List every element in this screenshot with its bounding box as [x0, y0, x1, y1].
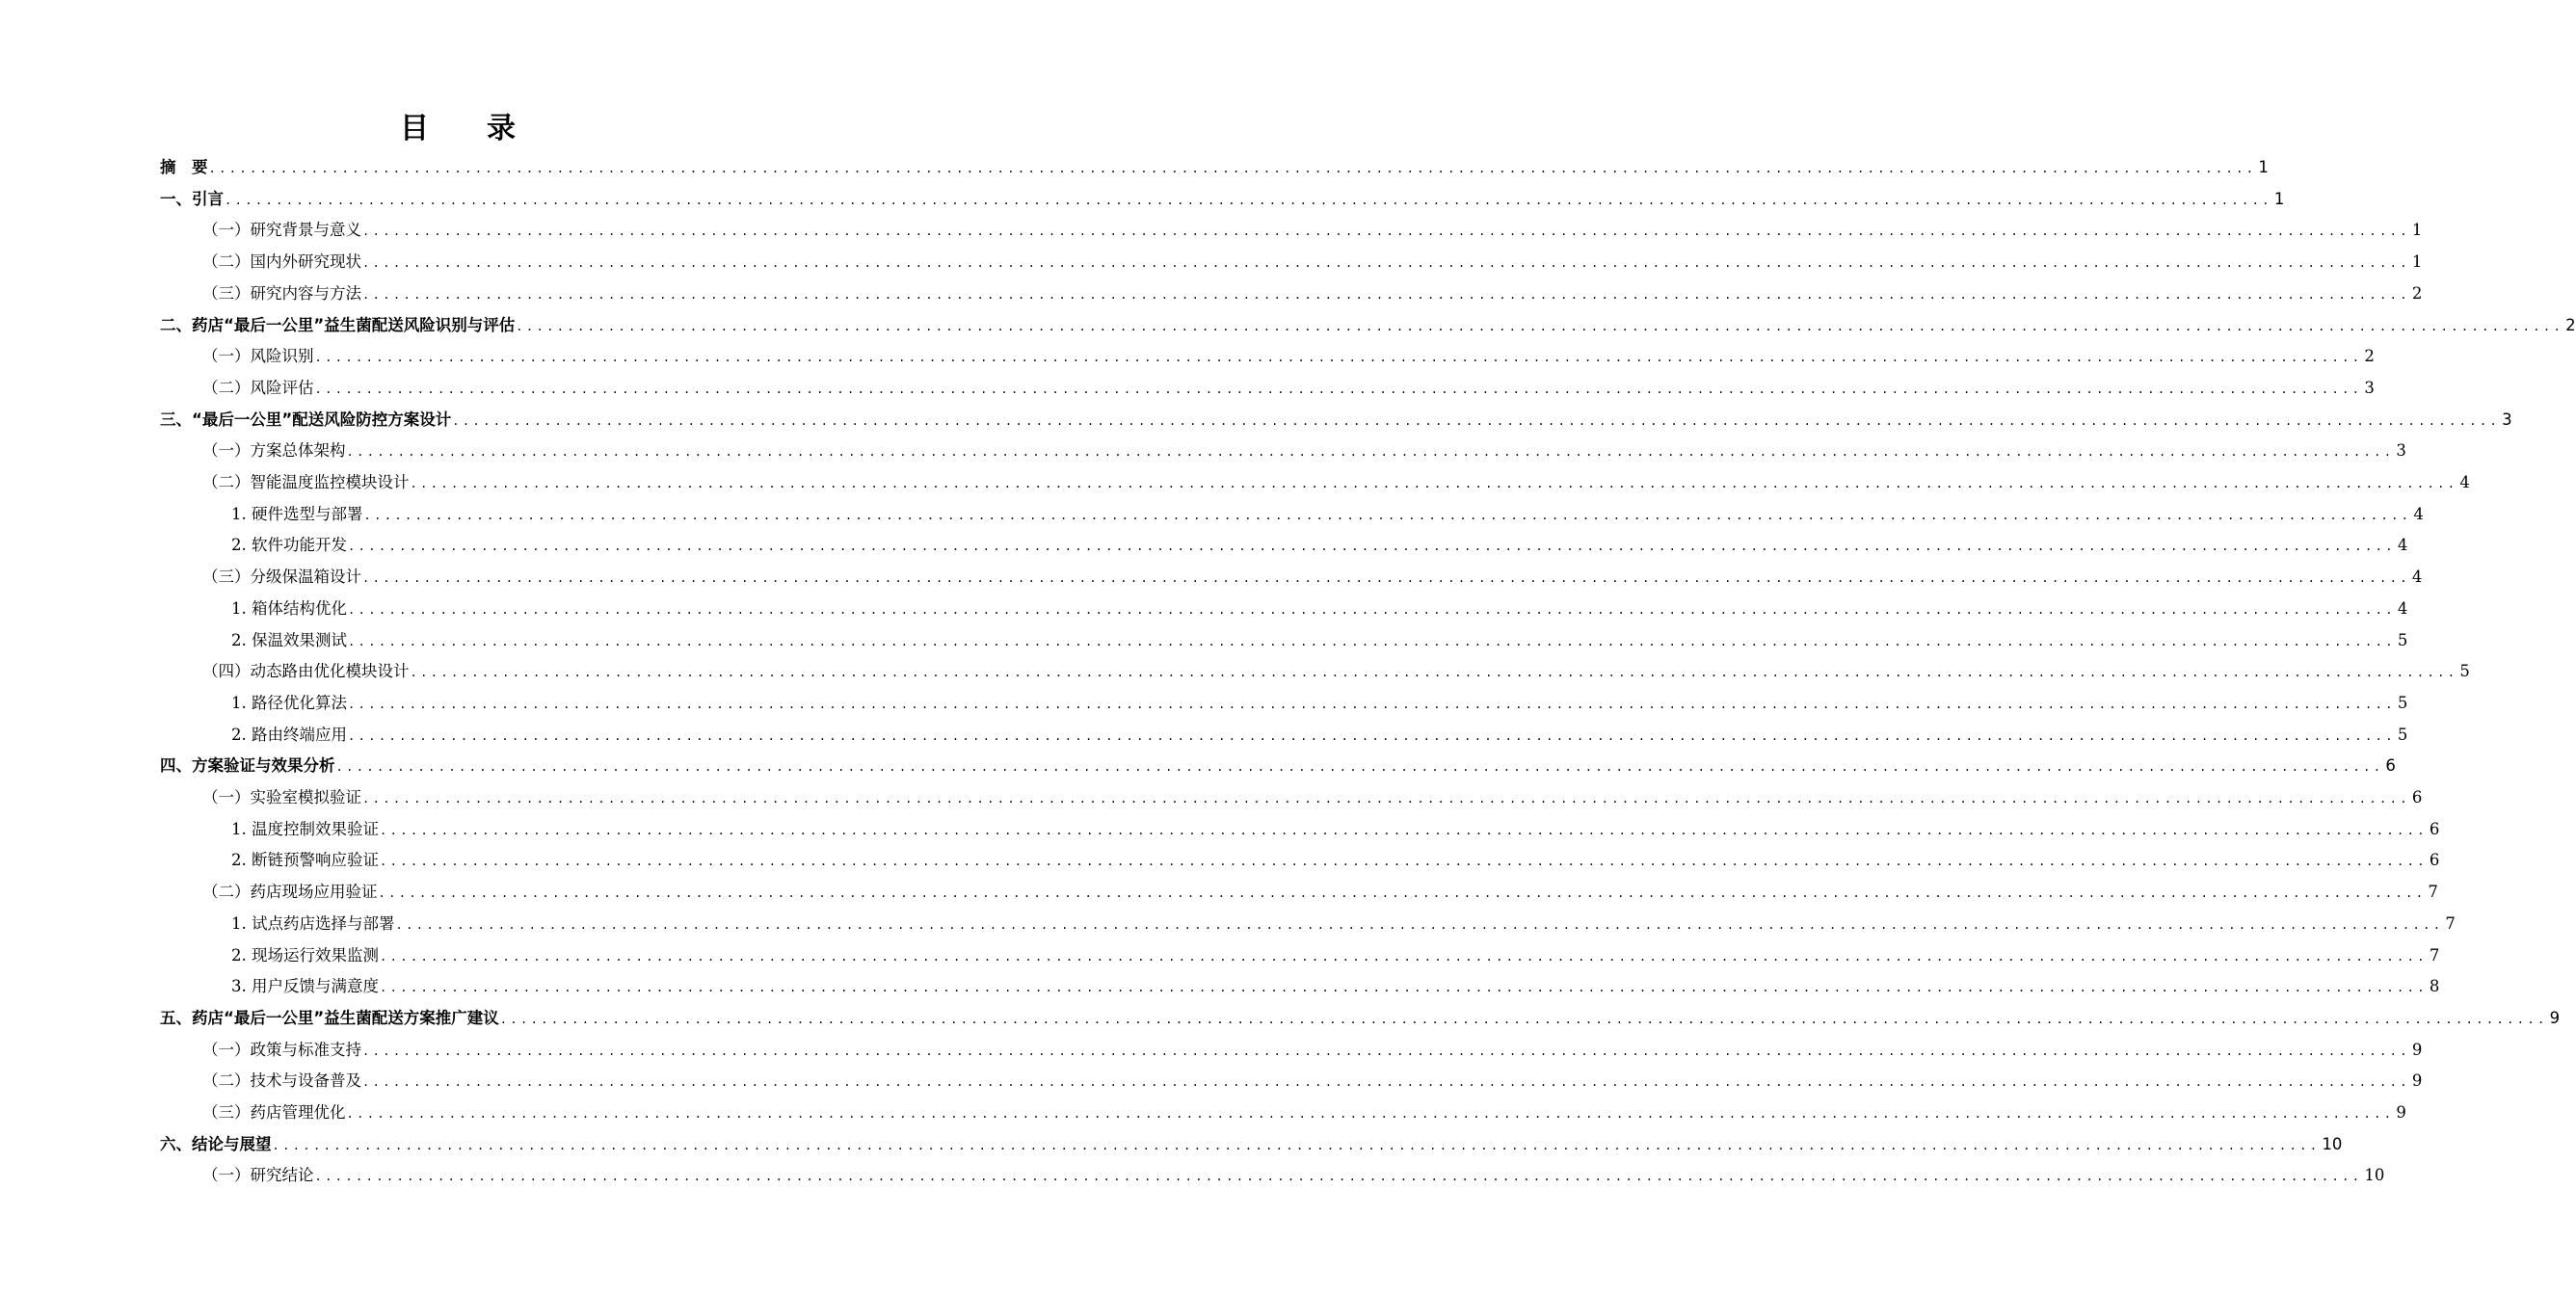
- toc-entry-page: 6: [2411, 788, 2423, 806]
- dot-leader: ........................................................................................................................................................................................................: [348, 540, 2396, 554]
- toc-entry-label: （四）动态路由优化模块设计: [202, 662, 410, 681]
- toc-entry[interactable]: [160, 1129, 2343, 1160]
- dot-leader: ........................................................................................................................................................................................................: [348, 634, 2396, 648]
- dot-leader: ........................................................................................................................................................................................................: [380, 855, 2428, 869]
- toc-entry-label: （一）研究背景与意义: [202, 221, 361, 240]
- toc-entry[interactable]: [202, 877, 2438, 908]
- toc-entry-label: （一）实验室模拟验证: [202, 788, 361, 806]
- toc-entry-label: 五、药店“最后一公里”益生菌配送方案推广建议: [160, 1008, 499, 1027]
- toc-entry[interactable]: [202, 436, 2406, 466]
- toc-entry-label: 2. 软件功能开发: [231, 536, 347, 555]
- toc-entry[interactable]: [231, 688, 2408, 719]
- dot-leader: ........................................................................................................................................................................................................: [362, 225, 2410, 239]
- toc-entry-label: 2. 现场运行效果监测: [231, 945, 379, 965]
- toc-entry-page: 5: [2397, 725, 2408, 744]
- toc-entry-label: （二）技术与设备普及: [202, 1071, 361, 1091]
- dot-leader: ........................................................................................................................................................................................................: [346, 445, 2395, 460]
- toc-entry-page: 6: [2385, 756, 2396, 776]
- toc-entry-label: （三）研究内容与方法: [202, 283, 361, 303]
- dot-leader: ........................................................................................................................................................................................................: [348, 728, 2396, 743]
- toc-entry-page: 4: [2411, 568, 2423, 587]
- toc-entry[interactable]: [160, 405, 2512, 436]
- dot-leader: ........................................................................................................................................................................................................: [362, 1075, 2410, 1090]
- toc-entry-label: （一）研究结论: [202, 1166, 314, 1185]
- toc-entry-page: 7: [2428, 883, 2438, 902]
- toc-entry-label: （一）方案总体架构: [202, 441, 346, 461]
- toc-entry[interactable]: [202, 562, 2423, 593]
- dot-leader: ........................................................................................................................................................................................................: [362, 256, 2410, 271]
- toc-entry-page: 9: [2411, 1040, 2423, 1059]
- dot-leader: ........................................................................................................................................................................................................: [362, 287, 2410, 302]
- dot-leader: ........................................................................................................................................................................................................: [346, 1107, 2395, 1121]
- toc-entry[interactable]: [231, 625, 2408, 656]
- toc-entry-label: 1. 试点药店选择与部署: [231, 913, 395, 933]
- dot-leader: ........................................................................................................................................................................................................: [362, 1044, 2410, 1058]
- dot-leader: ........................................................................................................................................................................................................: [516, 319, 2564, 333]
- toc-entry[interactable]: [160, 1003, 2561, 1034]
- toc-entry-label: （一）政策与标准支持: [202, 1040, 361, 1059]
- toc-entry-page: 10: [2322, 1134, 2343, 1153]
- toc-entry-label: 六、结论与展望: [160, 1134, 272, 1153]
- dot-leader: ........................................................................................................................................................................................................: [395, 917, 2444, 932]
- toc-entry[interactable]: [202, 215, 2423, 246]
- dot-leader: ........................................................................................................................................................................................................: [314, 382, 2363, 396]
- toc-entry[interactable]: [202, 373, 2375, 404]
- toc-entry-label: 四、方案验证与效果分析: [160, 756, 335, 776]
- toc-entry[interactable]: [231, 971, 2440, 1002]
- toc-entry[interactable]: [231, 720, 2408, 751]
- toc-entry-page: 7: [2429, 945, 2440, 965]
- toc-entry-page: 9: [2549, 1008, 2561, 1027]
- toc-entry[interactable]: [231, 845, 2440, 876]
- toc-entry[interactable]: [202, 247, 2423, 278]
- toc-entry[interactable]: [231, 814, 2440, 845]
- dot-leader: ........................................................................................................................................................................................................: [335, 760, 2384, 775]
- toc-entry[interactable]: [202, 278, 2423, 309]
- toc-entry-label: （二）风险评估: [202, 378, 314, 397]
- toc-entry-page: 5: [2459, 662, 2470, 681]
- dot-leader: ........................................................................................................................................................................................................: [272, 1138, 2321, 1152]
- toc-entry[interactable]: [160, 751, 2396, 781]
- toc-entry-label: （二）药店现场应用验证: [202, 883, 378, 902]
- toc-entry-page: 7: [2445, 913, 2456, 933]
- toc-entry-page: 6: [2429, 851, 2440, 870]
- dot-leader: ........................................................................................................................................................................................................: [314, 351, 2363, 365]
- dot-leader: ........................................................................................................................................................................................................: [380, 981, 2428, 995]
- dot-leader: ........................................................................................................................................................................................................: [380, 949, 2428, 964]
- dot-leader: ........................................................................................................................................................................................................: [314, 1170, 2363, 1184]
- toc-entry[interactable]: [202, 1160, 2385, 1191]
- dot-leader: ........................................................................................................................................................................................................: [363, 508, 2412, 522]
- toc-entry-label: （二）智能温度监控模块设计: [202, 473, 410, 491]
- dot-leader: ........................................................................................................................................................................................................: [225, 193, 2272, 207]
- toc-entry[interactable]: [202, 1097, 2406, 1128]
- toc-entry[interactable]: [231, 499, 2424, 530]
- toc-entry-label: 二、药店“最后一公里”益生菌配送风险识别与评估: [160, 315, 516, 334]
- toc-entry[interactable]: [160, 152, 2269, 183]
- toc-entry[interactable]: [202, 1035, 2423, 1066]
- toc-entry-page: 2: [2565, 315, 2576, 334]
- toc-entry[interactable]: [202, 1066, 2423, 1097]
- toc-entry[interactable]: [160, 310, 2576, 341]
- toc-entry[interactable]: [231, 530, 2408, 561]
- toc-entry-page: 3: [2396, 441, 2406, 461]
- toc-entry-label: 2. 保温效果测试: [231, 630, 347, 649]
- toc-entry-label: 1. 温度控制效果验证: [231, 819, 379, 838]
- toc-entry-label: 2. 路由终端应用: [231, 725, 347, 744]
- dot-leader: ........................................................................................................................................................................................................: [410, 666, 2458, 680]
- toc-entry-page: 1: [2273, 189, 2285, 208]
- toc-entry[interactable]: [231, 594, 2408, 624]
- toc-entry[interactable]: [202, 782, 2423, 813]
- toc-entry-label: （三）分级保温箱设计: [202, 568, 361, 587]
- dot-leader: ........................................................................................................................................................................................................: [410, 477, 2458, 490]
- toc-entry-label: （一）风险识别: [202, 347, 314, 366]
- toc-entry-page: 8: [2429, 977, 2440, 996]
- dot-leader: ........................................................................................................................................................................................................: [348, 697, 2396, 711]
- toc-entry-page: 10: [2364, 1166, 2385, 1185]
- toc-entry-label: （二）国内外研究现状: [202, 252, 361, 272]
- toc-entry-page: 6: [2429, 819, 2440, 838]
- toc-entry-page: 4: [2413, 504, 2424, 523]
- toc-entry-page: 5: [2397, 630, 2408, 649]
- toc-entry-label: 3. 用户反馈与满意度: [231, 977, 379, 996]
- toc-entry-label: 三、“最后一公里”配送风险防控方案设计: [160, 410, 452, 429]
- toc-entry[interactable]: [231, 909, 2456, 939]
- toc-entry-label: 一、引言: [160, 189, 224, 208]
- toc-entry-page: 9: [2396, 1103, 2406, 1122]
- toc-entry-page: 3: [2364, 378, 2375, 397]
- toc-entry-page: 2: [2411, 283, 2423, 303]
- page-title: 目 录: [400, 112, 516, 145]
- dot-leader: ........................................................................................................................................................................................................: [362, 792, 2410, 806]
- toc-entry-label: 摘 要: [160, 158, 208, 176]
- toc-entry[interactable]: [202, 341, 2375, 372]
- dot-leader: ........................................................................................................................................................................................................: [452, 413, 2501, 428]
- toc-entry-page: 1: [2258, 158, 2269, 176]
- dot-leader: ........................................................................................................................................................................................................: [348, 602, 2396, 617]
- toc-entry-page: 9: [2411, 1071, 2423, 1091]
- toc-entry-label: 1. 路径优化算法: [231, 693, 347, 712]
- toc-entry-label: （三）药店管理优化: [202, 1103, 346, 1122]
- dot-leader: ........................................................................................................................................................................................................: [362, 571, 2410, 586]
- toc-entry-page: 4: [2397, 536, 2408, 555]
- toc-entry-page: 4: [2459, 473, 2470, 491]
- toc-entry[interactable]: [160, 184, 2285, 215]
- toc-entry[interactable]: [231, 940, 2440, 971]
- toc-entry-page: 3: [2502, 410, 2512, 429]
- toc-entry-label: 1. 硬件选型与部署: [231, 504, 363, 523]
- toc-entry-label: 2. 断链预警响应验证: [231, 851, 379, 870]
- toc-entry[interactable]: [202, 656, 2470, 687]
- toc-entry-page: 4: [2397, 598, 2408, 618]
- dot-leader: ........................................................................................................................................................................................................: [378, 886, 2427, 901]
- toc-entry-page: 1: [2411, 252, 2423, 272]
- toc-entry-label: 1. 箱体结构优化: [231, 598, 347, 618]
- dot-leader: ........................................................................................................................................................................................................: [380, 823, 2428, 837]
- toc-entry[interactable]: [202, 467, 2470, 498]
- dot-leader: ........................................................................................................................................................................................................: [499, 1012, 2548, 1026]
- toc-entry-page: 2: [2364, 347, 2375, 366]
- toc-entry-page: 5: [2397, 693, 2408, 712]
- dot-leader: ........................................................................................................................................................................................................: [208, 162, 2257, 175]
- toc-entry-page: 1: [2411, 221, 2423, 240]
